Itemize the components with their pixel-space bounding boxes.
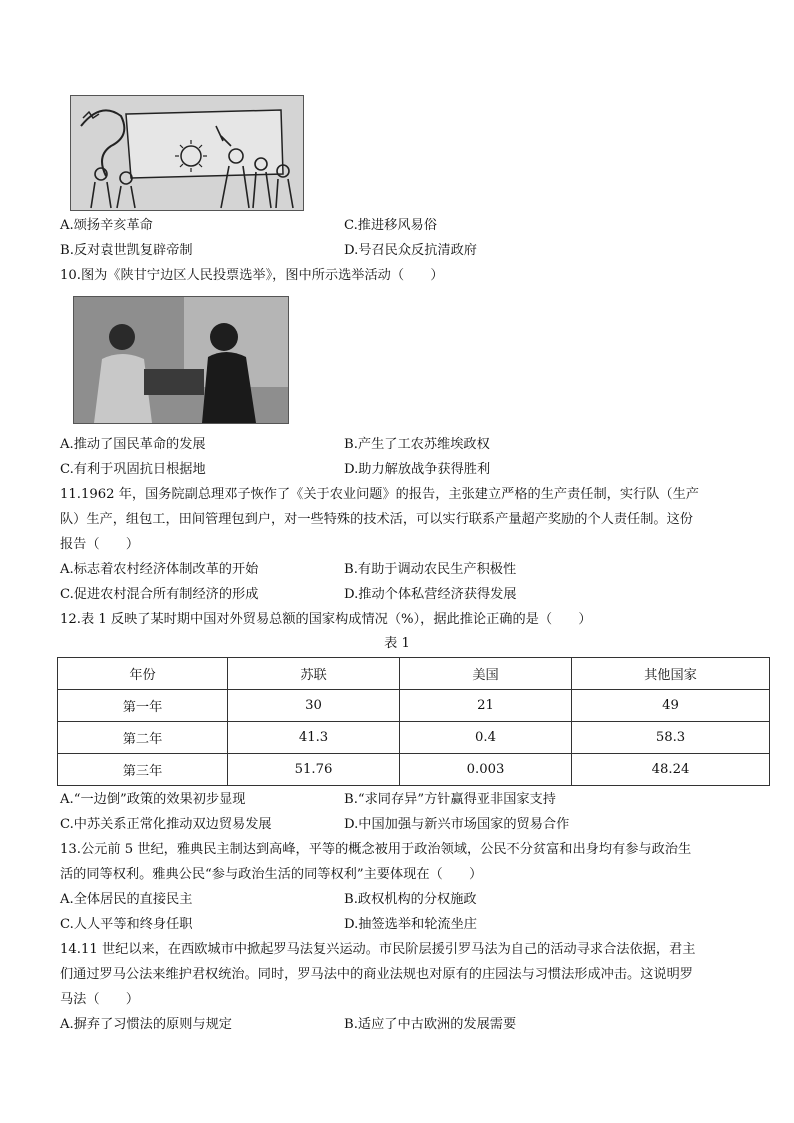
- table-header-cell: 其他国家: [572, 658, 770, 690]
- q10-option-a: A.推动了国民革命的发展: [60, 437, 206, 452]
- table-cell: 0.003: [400, 754, 572, 786]
- q14-option-b: B.适应了中古欧洲的发展需要: [344, 1017, 517, 1032]
- q11-stem-line2: 队）生产，组包工，田间管理包到户，对一些特殊的技术活，可以实行联系产量超产奖励的个人责任制。这份: [60, 512, 693, 527]
- q13-option-d: D.抽签选举和轮流坐庄: [344, 917, 477, 932]
- q10-photo-drawing: [74, 297, 288, 423]
- q13-stem-line1: 13.公元前 5 世纪，雅典民主制达到高峰，平等的概念被用于政治领域，公民不分贫富和出身均有参与政治生: [60, 842, 692, 857]
- q9-option-a: A.颂扬辛亥革命: [60, 218, 153, 233]
- table-cell: 0.4: [400, 722, 572, 754]
- table-cell: 58.3: [572, 722, 770, 754]
- table-cell: 49: [572, 690, 770, 722]
- q13-stem-line2: 活的同等权利。雅典公民“参与政治生活的同等权利”主要体现在（ ）: [60, 867, 483, 882]
- q10-option-d: D.助力解放战争获得胜利: [344, 462, 491, 477]
- q11-option-a: A.标志着农村经济体制改革的开始: [60, 562, 259, 577]
- table-cell: 48.24: [572, 754, 770, 786]
- table-cell: 第一年: [58, 690, 228, 722]
- table-cell: 51.76: [228, 754, 400, 786]
- q14-option-a: A.摒弃了习惯法的原则与规定: [60, 1017, 232, 1032]
- q10-option-b: B.产生了工农苏维埃政权: [344, 437, 490, 452]
- table-header-cell: 年份: [58, 658, 228, 690]
- table-cell: 21: [400, 690, 572, 722]
- table-cell: 30: [228, 690, 400, 722]
- table-header-row: [58, 658, 770, 690]
- q12-option-c: C.中苏关系正常化推动双边贸易发展: [60, 817, 272, 832]
- q10-photo: [73, 296, 289, 424]
- q14-stem-line1: 14.11 世纪以来，在西欧城市中掀起罗马法复兴运动。市民阶层援引罗马法为自己的活动寻求合法依据，君主: [60, 942, 696, 957]
- q11-option-c: C.促进农村混合所有制经济的形成: [60, 587, 259, 602]
- table-cell: 第三年: [58, 754, 228, 786]
- q12-option-a: A.“一边倒”政策的效果初步显现: [60, 792, 246, 807]
- q12-option-d: D.中国加强与新兴市场国家的贸易合作: [344, 817, 570, 832]
- q9-option-d: D.号召民众反抗清政府: [344, 243, 477, 258]
- q10-option-c: C.有利于巩固抗日根据地: [60, 462, 206, 477]
- table-header-cell: 美国: [400, 658, 572, 690]
- table-row: [58, 722, 770, 754]
- q12-option-b: B.“求同存异”方针赢得亚非国家支持: [344, 792, 556, 807]
- q11-option-d: D.推动个体私营经济获得发展: [344, 587, 517, 602]
- table-cell: 41.3: [228, 722, 400, 754]
- trade-table: [57, 657, 770, 786]
- table-row: [58, 690, 770, 722]
- q12-stem: 12.表 1 反映了某时期中国对外贸易总额的国家构成情况（%），据此推论正确的是（ ）: [60, 612, 592, 627]
- q9-illustration: [70, 95, 304, 211]
- q9-illustration-drawing: [71, 96, 303, 210]
- q14-stem-line2: 们通过罗马公法来维护君权统治。同时，罗马法中的商业法规也对原有的庄园法与习惯法形成冲击。这说明罗: [60, 967, 693, 982]
- q10-stem: 10.图为《陕甘宁边区人民投票选举》，图中所示选举活动（ ）: [60, 268, 444, 283]
- q11-stem-line1: 11.1962 年，国务院副总理邓子恢作了《关于农业问题》的报告，主张建立严格的生产责任制，实行队（生产: [60, 487, 699, 502]
- table-cell: 第二年: [58, 722, 228, 754]
- q11-stem-line3: 报告（ ）: [60, 537, 140, 552]
- table-row: [58, 754, 770, 786]
- q11-option-b: B.有助于调动农民生产积极性: [344, 562, 517, 577]
- q13-option-b: B.政权机构的分权施政: [344, 892, 477, 907]
- q14-stem-line3: 马法（ ）: [60, 992, 140, 1007]
- table-header-cell: 苏联: [228, 658, 400, 690]
- table-caption: 表 1: [384, 636, 410, 651]
- q9-option-b: B.反对袁世凯复辟帝制: [60, 243, 193, 258]
- q13-option-a: A.全体居民的直接民主: [60, 892, 193, 907]
- q9-option-c: C.推进移风易俗: [344, 218, 437, 233]
- q13-option-c: C.人人平等和终身任职: [60, 917, 193, 932]
